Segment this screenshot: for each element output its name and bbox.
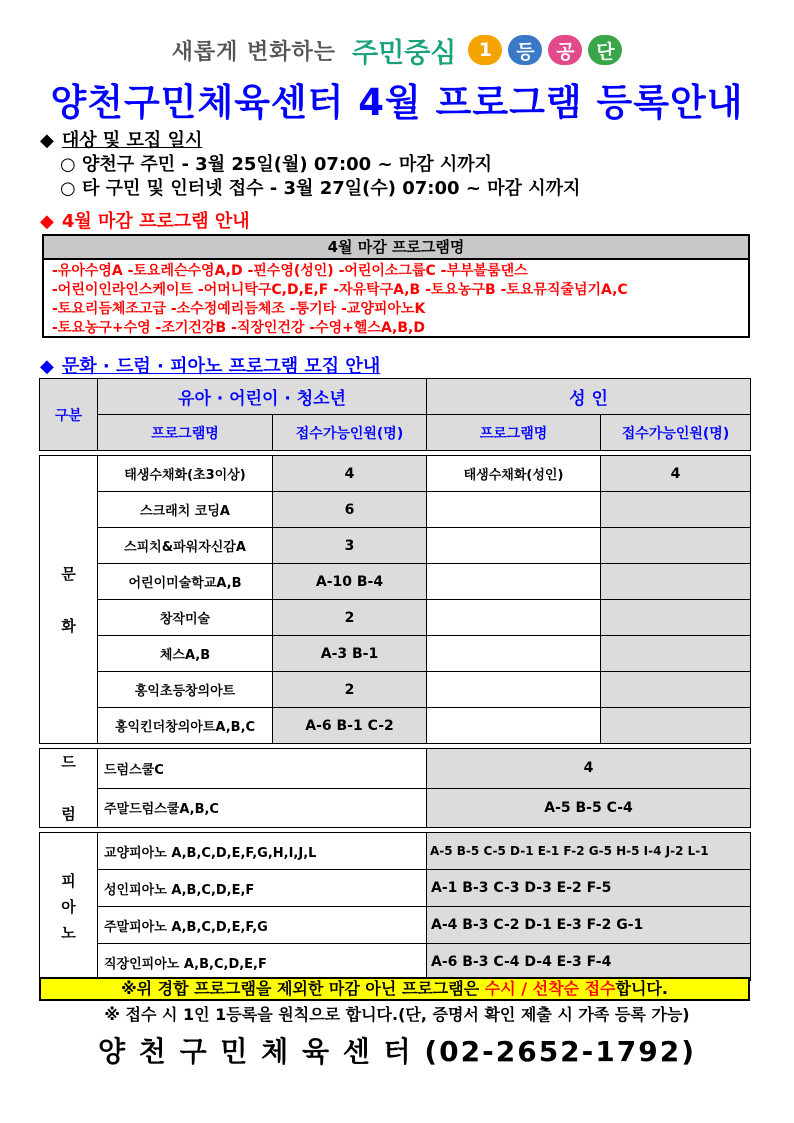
slogan-badge-4: 단 (588, 35, 622, 65)
header-youth: 유아 · 어린이 · 청소년 (98, 379, 427, 415)
piano-program-name: 교양피아노 A,B,C,D,E,F,G,H,I,J,L (98, 833, 427, 870)
page-title: 양천구민체육센터 4월 프로그램 등록안내 (50, 81, 744, 124)
diamond-icon: ◆ (40, 130, 54, 151)
notice-highlight (39, 977, 750, 1001)
youth-program-name: 홍익킨더창의아트A,B,C (98, 708, 273, 744)
table-row (40, 564, 751, 600)
piano-capacity: A-5 B-5 C-5 D-1 E-1 F-2 G-5 H-5 I-4 J-2 L-1 (427, 833, 751, 870)
slogan-highlight: 주민중심 (352, 37, 457, 69)
header-gubun: 구분 (40, 379, 98, 451)
table-row (40, 492, 751, 528)
table-row (40, 907, 751, 944)
section-heading: 대상 및 모집 일시 (61, 130, 203, 151)
table-row (40, 944, 751, 981)
table-row (40, 870, 751, 907)
adult-program-name (427, 636, 601, 672)
adult-program-name (427, 708, 601, 744)
deadline-line: -어린이인라인스케이트 -어머니탁구C,D,E,F -자유탁구A,B -토요농구B -토요뮤직줄넘기A,C (52, 282, 628, 298)
deadline-line: -토요리듬체조고급 -소수정예리듬체조 -통기타 -교양피아노K (52, 301, 426, 317)
header-adult-program: 프로그램명 (427, 415, 601, 451)
header-youth-program: 프로그램명 (98, 415, 273, 451)
notice-registration-rule: ※ 접수 시 1인 1등록을 원칙으로 합니다.(단, 증명서 확인 제출 시 가족 등록 가능) (104, 1005, 690, 1024)
section-heading: 문화 · 드럼 · 피아노 프로그램 모집 안내 (61, 356, 381, 377)
header-adult-capacity: 접수가능인원(명) (601, 415, 751, 451)
youth-program-name: 어린이미술학교A,B (98, 564, 273, 600)
youth-program-name: 태생수채화(초3이상) (98, 456, 273, 492)
youth-program-name: 스피치&파워자신감A (98, 528, 273, 564)
schedule-line-resident: ○ 양천구 주민 - 3월 25일(월) 07:00 ~ 마감 시까지 (60, 154, 493, 175)
youth-capacity: A-6 B-1 C-2 (273, 708, 427, 744)
adult-program-name (427, 672, 601, 708)
slogan-badge-3: 공 (548, 35, 582, 65)
diamond-icon: ◆ (40, 356, 54, 377)
program-table (39, 378, 751, 981)
adult-program-name (427, 564, 601, 600)
slogan-badge-1: 1 (468, 35, 502, 65)
piano-capacity: A-6 B-3 C-4 D-4 E-3 F-4 (427, 944, 751, 981)
adult-capacity: 4 (601, 456, 751, 492)
slogan-banner (0, 30, 794, 70)
piano-program-name: 직장인피아노 A,B,C,D,E,F (98, 944, 427, 981)
drum-program-name: 주말드럼스쿨A,B,C (98, 788, 427, 828)
adult-program-name: 태생수채화(성인) (427, 456, 601, 492)
adult-capacity (601, 636, 751, 672)
section-deadline (40, 207, 250, 233)
adult-program-name (427, 492, 601, 528)
deadline-box-header: 4월 마감 프로그램명 (44, 236, 748, 260)
slogan-badge-2: 등 (508, 35, 542, 65)
youth-program-name: 체스A,B (98, 636, 273, 672)
youth-program-name: 스크래치 코딩A (98, 492, 273, 528)
section-recruitment (40, 352, 380, 378)
table-row (40, 708, 751, 744)
youth-capacity: 6 (273, 492, 427, 528)
adult-capacity (601, 528, 751, 564)
notice-text-end: 합니다. (615, 979, 668, 998)
drum-program-name: 드럼스쿨C (98, 749, 427, 789)
footer-contact: 양 천 구 민 체 육 센 터 (02-2652-1792) (97, 1035, 697, 1068)
slogan-prefix: 새롭게 변화하는 (171, 39, 337, 65)
category-culture: 문 화 (40, 456, 98, 744)
youth-capacity: 2 (273, 600, 427, 636)
youth-capacity: 4 (273, 456, 427, 492)
diamond-icon: ◆ (40, 211, 54, 232)
notice-text: ※위 경합 프로그램을 제외한 마감 아닌 프로그램은 (121, 979, 485, 998)
schedule-line-others: ○ 타 구민 및 인터넷 접수 - 3월 27일(수) 07:00 ~ 마감 시까지 (60, 178, 581, 199)
table-row (40, 749, 751, 789)
youth-capacity: A-10 B-4 (273, 564, 427, 600)
drum-capacity: A-5 B-5 C-4 (427, 788, 751, 828)
table-row (40, 788, 751, 828)
piano-capacity: A-4 B-3 C-2 D-1 E-3 F-2 G-1 (427, 907, 751, 944)
header-youth-capacity: 접수가능인원(명) (273, 415, 427, 451)
header-adult: 성 인 (427, 379, 751, 415)
adult-capacity (601, 600, 751, 636)
deadline-program-box (42, 234, 750, 338)
category-drum: 드 럼 (40, 749, 98, 828)
piano-program-name: 주말피아노 A,B,C,D,E,F,G (98, 907, 427, 944)
adult-program-name (427, 600, 601, 636)
youth-program-name: 창작미술 (98, 600, 273, 636)
table-row (40, 833, 751, 870)
adult-capacity (601, 708, 751, 744)
adult-capacity (601, 672, 751, 708)
youth-capacity: 3 (273, 528, 427, 564)
table-row (40, 456, 751, 492)
section-target-schedule (40, 126, 202, 152)
section-heading: 4월 마감 프로그램 안내 (61, 211, 250, 232)
youth-capacity: A-3 B-1 (273, 636, 427, 672)
table-row (40, 636, 751, 672)
adult-capacity (601, 564, 751, 600)
drum-capacity: 4 (427, 749, 751, 789)
category-piano: 피 아 노 (40, 833, 98, 981)
youth-capacity: 2 (273, 672, 427, 708)
table-row (40, 528, 751, 564)
deadline-line: -유아수영A -토요레슨수영A,D -핀수영(성인) -어린이소그룹C -부부볼룸댄스 (52, 263, 528, 279)
table-row (40, 672, 751, 708)
youth-program-name: 홍익초등창의아트 (98, 672, 273, 708)
deadline-line: -토요농구+수영 -조기건강B -직장인건강 -수영+헬스A,B,D (52, 320, 425, 336)
adult-capacity (601, 492, 751, 528)
notice-emphasis: 수시 / 선착순 접수 (484, 979, 616, 998)
adult-program-name (427, 528, 601, 564)
table-row (40, 600, 751, 636)
piano-program-name: 성인피아노 A,B,C,D,E,F (98, 870, 427, 907)
piano-capacity: A-1 B-3 C-3 D-3 E-2 F-5 (427, 870, 751, 907)
